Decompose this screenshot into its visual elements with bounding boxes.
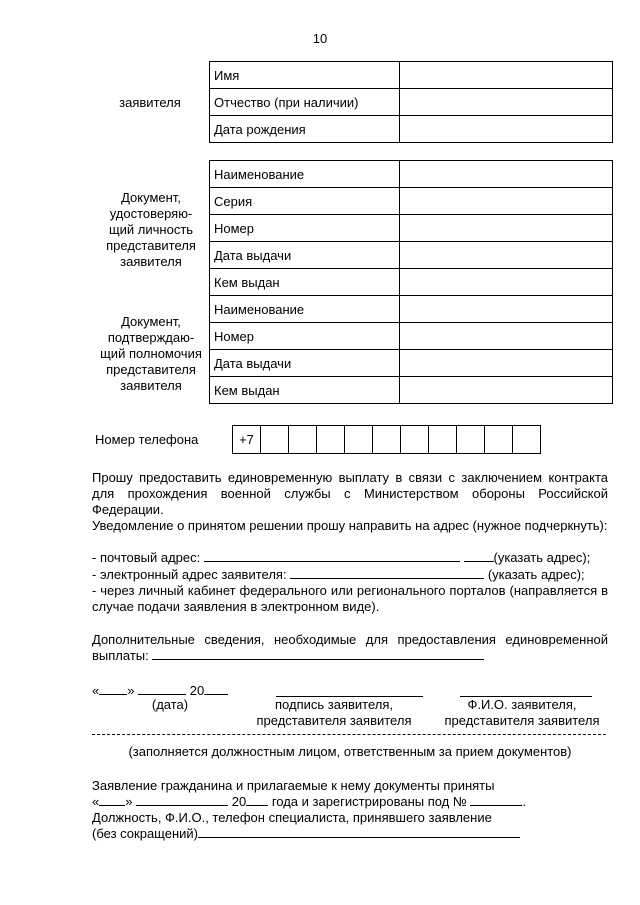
identity-doc-table	[209, 160, 613, 404]
phone-prefix: +7	[233, 426, 261, 454]
day-line[interactable]	[99, 694, 127, 695]
page-number: 10	[312, 31, 328, 46]
phone-digit-box[interactable]	[317, 426, 345, 454]
additional-label: Дополнительные сведения, необходимые для предоставления единовременной выплаты:	[92, 632, 608, 663]
postal-address-row	[92, 550, 590, 566]
request-paragraph: Прошу предоставить единовременную выплату в связи с заключением контракта для прохождения военной службы с Министерством обороны Российской Федерации.	[92, 470, 608, 517]
field-value-cell[interactable]	[400, 188, 613, 215]
field-value-cell[interactable]	[400, 377, 613, 404]
field-label: Отчество (при наличии)	[210, 89, 400, 116]
phone-digit-box[interactable]	[401, 426, 429, 454]
date-caption: (дата)	[151, 697, 189, 712]
identity-doc-group-label: Документ, удостоверяю- щий личность представителя заявителя	[106, 190, 196, 269]
field-value-cell[interactable]	[400, 242, 613, 269]
field-value-cell[interactable]	[400, 350, 613, 377]
additional-info-row	[92, 632, 608, 664]
phone-label: Номер телефона	[95, 432, 199, 447]
registration-number-line[interactable]	[470, 805, 522, 806]
additional-info-line[interactable]	[152, 659, 484, 660]
accept-day-line[interactable]	[99, 805, 125, 806]
field-value-cell[interactable]	[400, 89, 613, 116]
accepted-paragraph: Заявление гражданина и прилагаемые к нему документы приняты	[92, 778, 495, 793]
email-row	[92, 567, 585, 583]
field-value-cell[interactable]	[400, 323, 613, 350]
field-label: Номер	[210, 215, 400, 242]
field-value-cell[interactable]	[400, 62, 613, 89]
phone-digit-box[interactable]	[513, 426, 541, 454]
accepted-date-row: « » 20 года и зарегистрированы под № .	[92, 794, 527, 809]
field-value-cell[interactable]	[400, 269, 613, 296]
field-label: Дата выдачи	[210, 242, 400, 269]
notification-paragraph: Уведомление о принятом решении прошу направить на адрес (нужное подчеркнуть):	[92, 518, 608, 533]
field-value-cell[interactable]	[400, 215, 613, 242]
applicant-group-label: заявителя	[119, 95, 181, 110]
email-label: - электронный адрес заявителя:	[92, 567, 287, 582]
field-label: Дата выдачи	[210, 350, 400, 377]
fio-caption: Ф.И.О. заявителя, представителя заявителя	[444, 697, 600, 728]
phone-digit-box[interactable]	[457, 426, 485, 454]
field-value-cell[interactable]	[400, 296, 613, 323]
phone-digit-box[interactable]	[345, 426, 373, 454]
date-row: « » 20	[92, 683, 228, 699]
field-label: Наименование	[210, 161, 400, 188]
field-label: Кем выдан	[210, 377, 400, 404]
field-label: Имя	[210, 62, 400, 89]
field-label: Кем выдан	[210, 269, 400, 296]
field-value-cell[interactable]	[400, 116, 613, 143]
phone-digit-box[interactable]	[429, 426, 457, 454]
position-paragraph: Должность, Ф.И.О., телефон специалиста, принявшего заявление	[92, 810, 492, 825]
postal-label: - почтовый адрес:	[92, 550, 201, 565]
accept-year-line[interactable]	[246, 805, 268, 806]
postal-address-line-short[interactable]	[464, 561, 494, 562]
postal-address-line[interactable]	[204, 561, 460, 562]
field-label: Серия	[210, 188, 400, 215]
phone-digit-box[interactable]	[485, 426, 513, 454]
field-label: Наименование	[210, 296, 400, 323]
applicant-table	[209, 61, 613, 143]
field-value-cell[interactable]	[400, 161, 613, 188]
month-line[interactable]	[138, 694, 186, 695]
phone-digit-box[interactable]	[373, 426, 401, 454]
postal-hint: (указать адрес);	[493, 550, 591, 565]
no-abbrev-row: (без сокращений)	[92, 826, 520, 842]
official-note: (заполняется должностным лицом, ответственным за прием документов)	[128, 744, 572, 759]
accept-month-line[interactable]	[136, 805, 228, 806]
phone-digit-box[interactable]	[289, 426, 317, 454]
year-line[interactable]	[204, 694, 228, 695]
phone-digit-box[interactable]	[261, 426, 289, 454]
cabinet-paragraph: - через личный кабинет федерального или регионального порталов (направляется в случае подачи заявления в электронном виде).	[92, 583, 608, 614]
authority-doc-group-label: Документ, подтверждаю- щий полномочия представителя заявителя	[100, 314, 202, 393]
field-label: Номер	[210, 323, 400, 350]
field-label: Дата рождения	[210, 116, 400, 143]
phone-digit-boxes	[232, 425, 541, 454]
signature-caption: подпись заявителя, представителя заявителя	[256, 697, 412, 728]
email-address-line[interactable]	[290, 578, 484, 579]
email-hint: (указать адрес);	[487, 567, 585, 582]
separator-dashed-line	[92, 734, 606, 735]
specialist-line[interactable]	[198, 837, 520, 838]
